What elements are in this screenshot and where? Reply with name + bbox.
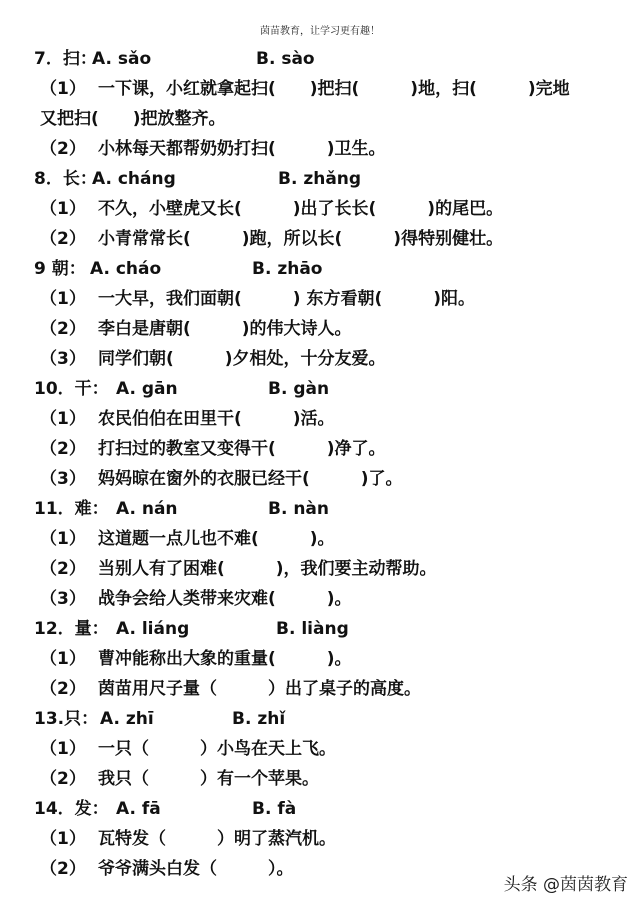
item-text: 一大早，我们面朝( ) 东方看朝( )阳。 xyxy=(98,289,475,309)
question-10-item-1 xyxy=(0,404,640,434)
item-text: 茵苗用尺子量（ ）出了桌子的高度。 xyxy=(98,679,421,699)
item-text: 同学们朝( )夕相处，十分友爱。 xyxy=(98,349,386,369)
question-13-head xyxy=(0,704,640,734)
item-label: （2） xyxy=(40,559,86,579)
question-12-item-1 xyxy=(0,644,640,674)
item-label: （1） xyxy=(40,829,86,849)
item-label: （3） xyxy=(40,469,86,489)
item-text: 爷爷满头白发（ ）。 xyxy=(98,859,294,879)
question-9-item-1 xyxy=(0,284,640,314)
item-label: （1） xyxy=(40,289,86,309)
question-13-item-1 xyxy=(0,734,640,764)
item-label: （3） xyxy=(40,589,86,609)
question-8-option-a: A. cháng xyxy=(92,169,176,189)
item-text: 我只（ ）有一个苹果。 xyxy=(98,769,319,789)
item-text: 妈妈晾在窗外的衣服已经干( )了。 xyxy=(98,469,403,489)
item-text: 农民伯伯在田里干( )活。 xyxy=(98,409,335,429)
question-11-head xyxy=(0,494,640,524)
item-text: 打扫过的教室又变得干( )净了。 xyxy=(98,439,386,459)
item-label: （2） xyxy=(40,859,86,879)
item-label: （2） xyxy=(40,229,86,249)
item-text: 小青常常长( )跑，所以长( )得特别健壮。 xyxy=(98,229,504,249)
question-10-title: 10．干： xyxy=(34,379,109,399)
question-14-option-a: A. fā xyxy=(116,799,161,819)
question-7-title: 7．扫： xyxy=(34,49,97,69)
question-10-head xyxy=(0,374,640,404)
question-10-item-3 xyxy=(0,464,640,494)
item-label: （2） xyxy=(40,319,86,339)
question-14-head xyxy=(0,794,640,824)
item-text: 不久，小壁虎又长( )出了长长( )的尾巴。 xyxy=(98,199,504,219)
question-13-option-b: B. zhǐ xyxy=(232,709,286,729)
item-label: （2） xyxy=(40,679,86,699)
item-text: 小林每天都帮奶奶打扫( )卫生。 xyxy=(98,139,386,159)
item-text: 这道题一点儿也不难( )。 xyxy=(98,529,335,549)
question-7-item-1 xyxy=(0,74,640,104)
question-7-option-a: A. sǎo xyxy=(92,49,152,69)
item-label: （3） xyxy=(40,349,86,369)
question-7-head xyxy=(0,44,640,74)
item-label: （2） xyxy=(40,139,86,159)
question-12-head xyxy=(0,614,640,644)
question-9-item-3 xyxy=(0,344,640,374)
question-7-item-2 xyxy=(0,134,640,164)
question-11-item-1 xyxy=(0,524,640,554)
question-8-title: 8．长： xyxy=(34,169,97,189)
question-14-option-b: B. fà xyxy=(252,799,297,819)
item-label: （1） xyxy=(40,199,86,219)
question-11-title: 11．难： xyxy=(34,499,109,519)
question-14-item-1 xyxy=(0,824,640,854)
question-12-option-b: B. liàng xyxy=(276,619,349,639)
question-9-item-2 xyxy=(0,314,640,344)
page-header: 茵苗教育，让学习更有趣！ xyxy=(260,26,380,37)
question-11-option-b: B. nàn xyxy=(268,499,330,519)
question-12-option-a: A. liáng xyxy=(116,619,190,639)
question-10-option-b: B. gàn xyxy=(268,379,330,399)
item-label: （1） xyxy=(40,739,86,759)
item-text: 曹冲能称出大象的重量( )。 xyxy=(98,649,352,669)
question-10-item-2 xyxy=(0,434,640,464)
source-watermark: 头条 @茵茵教育 xyxy=(503,875,628,895)
question-11-item-3 xyxy=(0,584,640,614)
question-14-title: 14．发： xyxy=(34,799,109,819)
item-text: 当别人有了困难( )，我们要主动帮助。 xyxy=(98,559,437,579)
item-text: 又把扫( )把放整齐。 xyxy=(40,109,226,129)
question-11-item-2 xyxy=(0,554,640,584)
question-7-option-b: B. sào xyxy=(256,49,315,69)
question-9-title: 9 朝： xyxy=(34,259,86,279)
item-label: （1） xyxy=(40,79,86,99)
item-text: 一下课，小红就拿起扫( )把扫( )地，扫( )完地 xyxy=(98,79,570,99)
question-12-title: 12．量： xyxy=(34,619,109,639)
question-11-option-a: A. nán xyxy=(116,499,178,519)
question-13-title: 13.只： xyxy=(34,709,99,729)
question-13-item-2 xyxy=(0,764,640,794)
item-label: （2） xyxy=(40,439,86,459)
item-text: 战争会给人类带来灾难( )。 xyxy=(98,589,352,609)
question-7-item-1-continued xyxy=(0,104,640,134)
item-text: 一只（ ）小鸟在天上飞。 xyxy=(98,739,336,759)
question-8-item-1 xyxy=(0,194,640,224)
item-label: （1） xyxy=(40,529,86,549)
question-9-option-a: A. cháo xyxy=(90,259,162,279)
question-8-item-2 xyxy=(0,224,640,254)
item-label: （2） xyxy=(40,769,86,789)
question-10-option-a: A. gān xyxy=(116,379,178,399)
question-9-option-b: B. zhāo xyxy=(252,259,323,279)
question-12-item-2 xyxy=(0,674,640,704)
item-label: （1） xyxy=(40,649,86,669)
question-9-head xyxy=(0,254,640,284)
item-text: 瓦特发（ ）明了蒸汽机。 xyxy=(98,829,336,849)
question-8-option-b: B. zhǎng xyxy=(278,169,362,189)
question-13-option-a: A. zhī xyxy=(100,709,154,729)
question-8-head xyxy=(0,164,640,194)
item-text: 李白是唐朝( )的伟大诗人。 xyxy=(98,319,352,339)
item-label: （1） xyxy=(40,409,86,429)
